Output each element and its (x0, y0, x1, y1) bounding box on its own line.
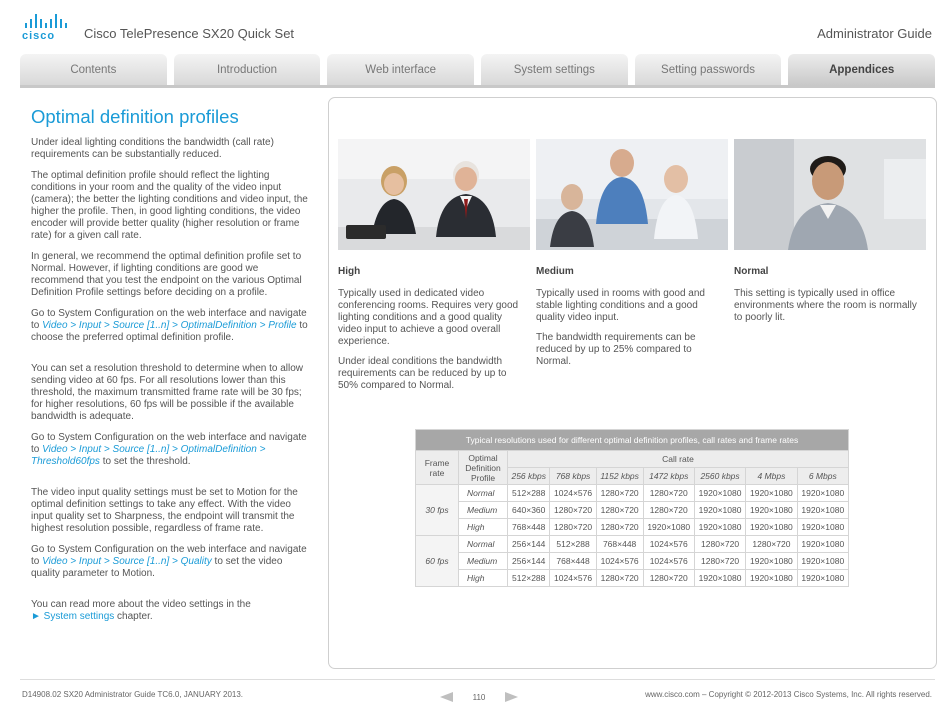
doc-title: Cisco TelePresence SX20 Quick Set (84, 26, 295, 41)
tab-bar (20, 54, 935, 85)
profile-high (338, 266, 528, 400)
guide-title: Administrator Guide (817, 26, 932, 41)
resolution-cell: 256×144 (508, 553, 550, 570)
resolution-cell: 1024×576 (550, 485, 596, 502)
resolution-cell: 1920×1080 (797, 570, 848, 587)
text: Go to System Configuration on the web interface and navigate to (31, 544, 307, 567)
profile-heading: Normal (734, 266, 769, 277)
profile-cell: Medium (459, 502, 508, 519)
tab-appendices[interactable]: Appendices (788, 54, 935, 85)
resolution-cell: 1920×1080 (694, 519, 745, 536)
cisco-bridge-icon (25, 14, 70, 28)
threshold-path-link[interactable]: Video > Input > Source [1..n] > OptimalDefinition > Threshold60fps (31, 444, 266, 467)
resolution-cell: 512×288 (550, 536, 596, 553)
resolution-cell: 1280×720 (694, 536, 745, 553)
resolution-cell: 1280×720 (694, 553, 745, 570)
resolution-cell: 1920×1080 (797, 502, 848, 519)
resolution-cell: 512×288 (508, 570, 550, 587)
paragraph (31, 308, 313, 344)
paragraph: Typically used in rooms with good and stable lighting conditions and a good quality video input. (536, 288, 705, 323)
resolution-cell: 1280×720 (596, 519, 643, 536)
profile-path-link[interactable]: Video > Input > Source [1..n] > OptimalDefinition > Profile (42, 320, 297, 331)
page-number: 110 (472, 693, 486, 702)
text: Go to System Configuration on the web interface and navigate to (31, 432, 307, 455)
table-row (416, 485, 849, 502)
call-rate-cell: 1152 kbps (596, 468, 643, 485)
page-title: Optimal definition profiles (31, 106, 239, 127)
table-caption: Typical resolutions used for different optimal definition profiles, call rates and frame rates (416, 430, 849, 451)
resolution-cell: 1024×576 (643, 536, 694, 553)
resolution-table (415, 429, 849, 587)
paragraph: You can set a resolution threshold to determine when to allow sending video at 60 fps. For all resolutions lower than this threshold, the maximum transmitted frame rate will be 30 fps; for higher resolutions, 60 fps will be possible if the available bandwidth is adequate. (31, 363, 304, 422)
resolution-cell: 1280×720 (596, 570, 643, 587)
quality-path-link[interactable]: Video > Input > Source [1..n] > Quality (42, 556, 212, 567)
table-row (416, 519, 849, 536)
profile-cell: Normal (459, 536, 508, 553)
resolution-cell: 1920×1080 (643, 519, 694, 536)
resolution-cell: 1920×1080 (797, 553, 848, 570)
resolution-cell: 1280×720 (643, 502, 694, 519)
logo-text: cisco (22, 30, 56, 42)
system-settings-link[interactable]: ► System settings (31, 611, 115, 622)
profile-heading: Medium (536, 266, 574, 277)
profile-heading: High (338, 266, 361, 277)
tab-contents[interactable]: Contents (20, 54, 167, 85)
profile-header: Optimal Definition Profile (459, 451, 508, 485)
resolution-cell: 256×144 (508, 536, 550, 553)
resolution-cell: 1920×1080 (694, 502, 745, 519)
resolution-cell: 1920×1080 (746, 485, 797, 502)
resolution-cell: 768×448 (550, 553, 596, 570)
tab-setting-passwords[interactable]: Setting passwords (635, 54, 782, 85)
pager (440, 690, 518, 704)
call-rate-cell: 4 Mbps (746, 468, 797, 485)
table-row (416, 553, 849, 570)
footer-copyright: www.cisco.com – Copyright © 2012-2013 Cisco Systems, Inc. All rights reserved. (645, 690, 932, 699)
resolution-cell: 1280×720 (643, 485, 694, 502)
paragraph: Under ideal lighting conditions the bandwidth (call rate) requirements can be substantially reduced. (31, 137, 274, 160)
profile-normal (734, 266, 924, 332)
text: You can read more about the video settings in the (31, 599, 251, 610)
text: chapter. (114, 611, 153, 622)
frame-rate-header: Frame rate (416, 451, 459, 485)
profile-cell: Medium (459, 553, 508, 570)
text: to choose the preferred optimal definition profile. (31, 320, 308, 343)
resolution-cell: 1024×576 (596, 553, 643, 570)
tab-web-interface[interactable]: Web interface (327, 54, 474, 85)
table-row (416, 536, 849, 553)
resolution-cell: 768×448 (508, 519, 550, 536)
left-column (31, 106, 313, 632)
cisco-logo (22, 14, 70, 42)
resolution-cell: 1024×576 (643, 553, 694, 570)
paragraph: The bandwidth requirements can be reduced by up to 25% compared to Normal. (536, 332, 696, 367)
resolution-cell: 768×448 (596, 536, 643, 553)
resolution-cell: 1280×720 (643, 570, 694, 587)
tab-system-settings[interactable]: System settings (481, 54, 628, 85)
call-rate-cell: 768 kbps (550, 468, 596, 485)
resolution-cell: 1280×720 (550, 519, 596, 536)
footer-divider (20, 679, 935, 680)
footer-doc-id: D14908.02 SX20 Administrator Guide TC6.0, JANUARY 2013. (22, 690, 244, 699)
frame-rate-cell: 60 fps (416, 536, 459, 587)
resolution-cell: 1024×576 (550, 570, 596, 587)
frame-rate-cell: 30 fps (416, 485, 459, 536)
medium-profile-photo (536, 139, 728, 250)
next-page-arrow-icon[interactable] (505, 692, 518, 702)
resolution-cell: 1920×1080 (694, 485, 745, 502)
high-profile-photo (338, 139, 530, 250)
text: to set the video quality parameter to Motion. (31, 556, 283, 579)
resolution-cell: 1920×1080 (694, 570, 745, 587)
table-body (416, 485, 849, 587)
profile-cell: Normal (459, 485, 508, 502)
call-rate-header: Call rate (508, 451, 849, 468)
text: Go to System Configuration on the web interface and navigate to (31, 308, 307, 331)
tab-introduction[interactable]: Introduction (174, 54, 321, 85)
table-row (416, 570, 849, 587)
paragraph: Under ideal conditions the bandwidth requirements can be reduced by up to 50% compared to Normal. (338, 356, 507, 391)
paragraph: In general, we recommend the optimal definition profile set to Normal. However, if lighting conditions are good we recommend that you test the endpoint on the various Optimal Definition Profile settings before deciding on a profile. (31, 251, 302, 298)
profile-cell: High (459, 570, 508, 587)
table-row (416, 502, 849, 519)
resolution-cell: 1920×1080 (797, 519, 848, 536)
resolution-cell: 1920×1080 (746, 570, 797, 587)
resolution-cell: 512×288 (508, 485, 550, 502)
tab-underline (20, 85, 935, 88)
resolution-cell: 1920×1080 (746, 519, 797, 536)
paragraph: This setting is typically used in office environments where the room is normally to poorly lit. (734, 288, 917, 323)
resolution-cell: 1920×1080 (797, 536, 848, 553)
resolution-cell: 640×360 (508, 502, 550, 519)
call-rate-cell: 256 kbps (508, 468, 550, 485)
resolution-cell: 1920×1080 (746, 553, 797, 570)
text: to set the threshold. (99, 456, 191, 467)
resolution-cell: 1280×720 (550, 502, 596, 519)
profile-cell: High (459, 519, 508, 536)
call-rate-cell: 6 Mbps (797, 468, 848, 485)
paragraph (31, 599, 313, 623)
call-rate-cell: 2560 kbps (694, 468, 745, 485)
paragraph: The video input quality settings must be set to Motion for the optimal definition settings to take any effect. With the video input quality set to Sharpness, the endpoint will transmit the highest resolution possible, regardless of frame rate. (31, 487, 298, 534)
resolution-cell: 1280×720 (596, 485, 643, 502)
normal-profile-photo (734, 139, 926, 250)
call-rate-cell: 1472 kbps (643, 468, 694, 485)
resolution-cell: 1920×1080 (746, 502, 797, 519)
paragraph (31, 544, 313, 580)
resolution-cell: 1920×1080 (797, 485, 848, 502)
resolution-cell: 1280×720 (596, 502, 643, 519)
profile-medium (536, 266, 716, 376)
resolution-cell: 1280×720 (746, 536, 797, 553)
paragraph: Typically used in dedicated video conferencing rooms. Requires very good lighting conditions and a good quality video input to achieve a good overall experience. (338, 288, 519, 347)
paragraph: The optimal definition profile should reflect the lighting conditions in your room and the quality of the video input (camera); the better the lighting conditions and video input, the higher the profile. Then, in good lighting conditions, the video encoder will provide better quality (higher resolution or frame rate) for a given call rate. (31, 170, 308, 241)
paragraph (31, 432, 313, 468)
